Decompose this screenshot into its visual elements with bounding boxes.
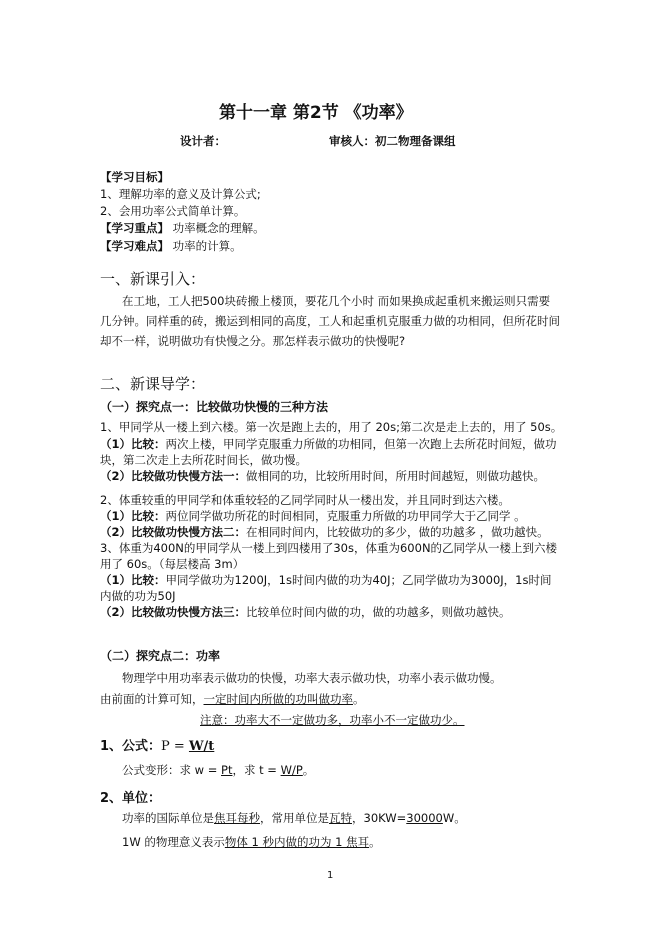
unit-heading: 2、单位：	[100, 791, 162, 806]
page-title: 第十一章 第2节 《功率》	[219, 103, 413, 123]
page-number: 1	[327, 870, 334, 881]
guide-heading: 二、新课导学：	[100, 375, 206, 393]
power-definition-1: 物理学中用功率表示做功的快慢，功率大表示做功快，功率小表示做功慢。	[122, 671, 502, 685]
goal-item-2: 2、会用功率公式简单计算。	[100, 204, 246, 218]
compare-3-text: 甲同学做功为1200J，1s时间内做的功为40J；乙同学做功为3000J，1s时间	[165, 573, 552, 587]
formula-eq-prefix: P =	[161, 739, 189, 754]
intro-line-3: 却不一样，说明做功有快慢之分。那怎样表示做功的快慢呢?	[100, 334, 406, 348]
example-1: 1、甲同学从一楼上到六楼。第一次是跑上去的，用了 20s;第二次是走上去的，用了 50s。	[100, 420, 563, 434]
formula-eq-underlined: W/t	[188, 739, 215, 754]
compare-3-cont: 内做的功为50J	[100, 589, 176, 603]
unit-l1-a: 功率的国际单位是	[122, 811, 214, 825]
formula-transform	[122, 762, 314, 778]
method-2-label: （2）比较做功快慢方法二：	[100, 525, 247, 539]
formula-heading: 1、公式：	[100, 739, 162, 754]
unit-line-2	[122, 834, 381, 850]
intro-heading: 一、新课引入：	[100, 270, 206, 288]
method-3-text: 比较单位时间内做的功，做的功越多，则做功越快。	[246, 605, 511, 619]
compare-1-text: 两次上楼，甲同学克服重力所做的功相同，但第一次跑上去所花时间短，做功	[165, 437, 557, 451]
unit-conversion: 30000	[406, 811, 443, 825]
method-1	[100, 468, 545, 484]
example-3: 3、体重为400N的甲同学从一楼上到四楼用了30s，体重为600N的乙同学从一楼上到六楼	[100, 541, 558, 555]
method-2	[100, 524, 549, 540]
power-def-suffix: 。	[353, 692, 365, 706]
key-point	[100, 220, 265, 236]
unit-si: 焦耳每秒	[214, 811, 260, 825]
designer-label: 设计者：	[180, 134, 226, 148]
compare-2-label: （1）比较：	[100, 509, 166, 523]
compare-1-cont: 块，第二次走上去所花时间长，做功慢。	[100, 453, 307, 467]
method-3	[100, 604, 511, 620]
goals-label: 【学习目标】	[100, 170, 169, 184]
compare-1	[100, 436, 557, 452]
unit-line-1	[122, 810, 466, 826]
intro-line-1: 在工地，工人把500块砖搬上楼顶，要花几个小时 而如果换成起重机来搬运则只需要	[122, 294, 551, 308]
compare-2	[100, 508, 526, 524]
compare-2-text: 两位同学做功所花的时间相同，克服重力所做的功甲同学大于乙同学 。	[165, 509, 526, 523]
key-point-label: 【学习重点】	[100, 221, 169, 235]
method-1-text: 做相同的功，比较所用时间，所用时间越短，则做功越快。	[246, 469, 546, 483]
unit-l2-b: 。	[369, 835, 381, 849]
compare-3	[100, 572, 551, 588]
unit-l1-d: W。	[442, 811, 466, 825]
goal-item-1: 1、理解功率的意义及计算公式;	[100, 187, 261, 201]
point1-heading: （一）探究点一：比较做功快慢的三种方法	[100, 400, 329, 414]
power-definition-2	[100, 691, 365, 707]
power-note: 注意：功率大不一定做功多，功率小不一定做功少。	[200, 713, 465, 727]
example-2: 2、体重较重的甲同学和体重较轻的乙同学同时从一楼出发，并且同时到达六楼。	[100, 493, 510, 507]
key-point-text: 功率概念的理解。	[172, 221, 265, 235]
method-3-label: （2）比较做功快慢方法三：	[100, 605, 247, 619]
unit-common: 瓦特	[329, 811, 352, 825]
unit-l1-c: ，30KW=	[352, 811, 407, 825]
difficulty-label: 【学习难点】	[100, 239, 169, 253]
reviewer-label: 审核人：初二物理备课组	[329, 134, 456, 148]
compare-3-label: （1）比较：	[100, 573, 166, 587]
example-3-cont: 用了 60s。（每层楼高 3m）	[100, 557, 245, 571]
unit-l2-a: 1W 的物理意义表示	[122, 835, 225, 849]
transform-prefix: 公式变形：求 w =	[122, 763, 222, 777]
transform-end: 。	[302, 763, 315, 777]
unit-meaning: 物体 1 秒内做的功为 1 焦耳	[224, 835, 370, 849]
formula-line	[100, 735, 214, 754]
method-2-text: 在相同时间内，比较做功的多少，做的功越多 ，做功越快。	[246, 525, 549, 539]
power-def-prefix: 由前面的计算可知，	[100, 692, 204, 706]
power-def-underlined: 一定时间内所做的功叫做功率	[203, 692, 353, 706]
point2-heading: （二）探究点二：功率	[100, 649, 221, 663]
unit-l1-b: ，常用单位是	[260, 811, 329, 825]
transform-wp: W/P	[280, 763, 303, 777]
difficulty-point	[100, 238, 242, 254]
intro-line-2: 几分钟。同样重的砖，搬运到相同的高度，工人和起重机克服重力做的功相同，但所花时间	[100, 314, 560, 328]
method-1-label: （2）比较做功快慢方法一：	[100, 469, 247, 483]
transform-mid: ，求 t =	[232, 763, 281, 777]
transform-pt: Pt	[221, 763, 233, 777]
difficulty-text: 功率的计算。	[172, 239, 242, 253]
compare-1-label: （1）比较：	[100, 437, 166, 451]
